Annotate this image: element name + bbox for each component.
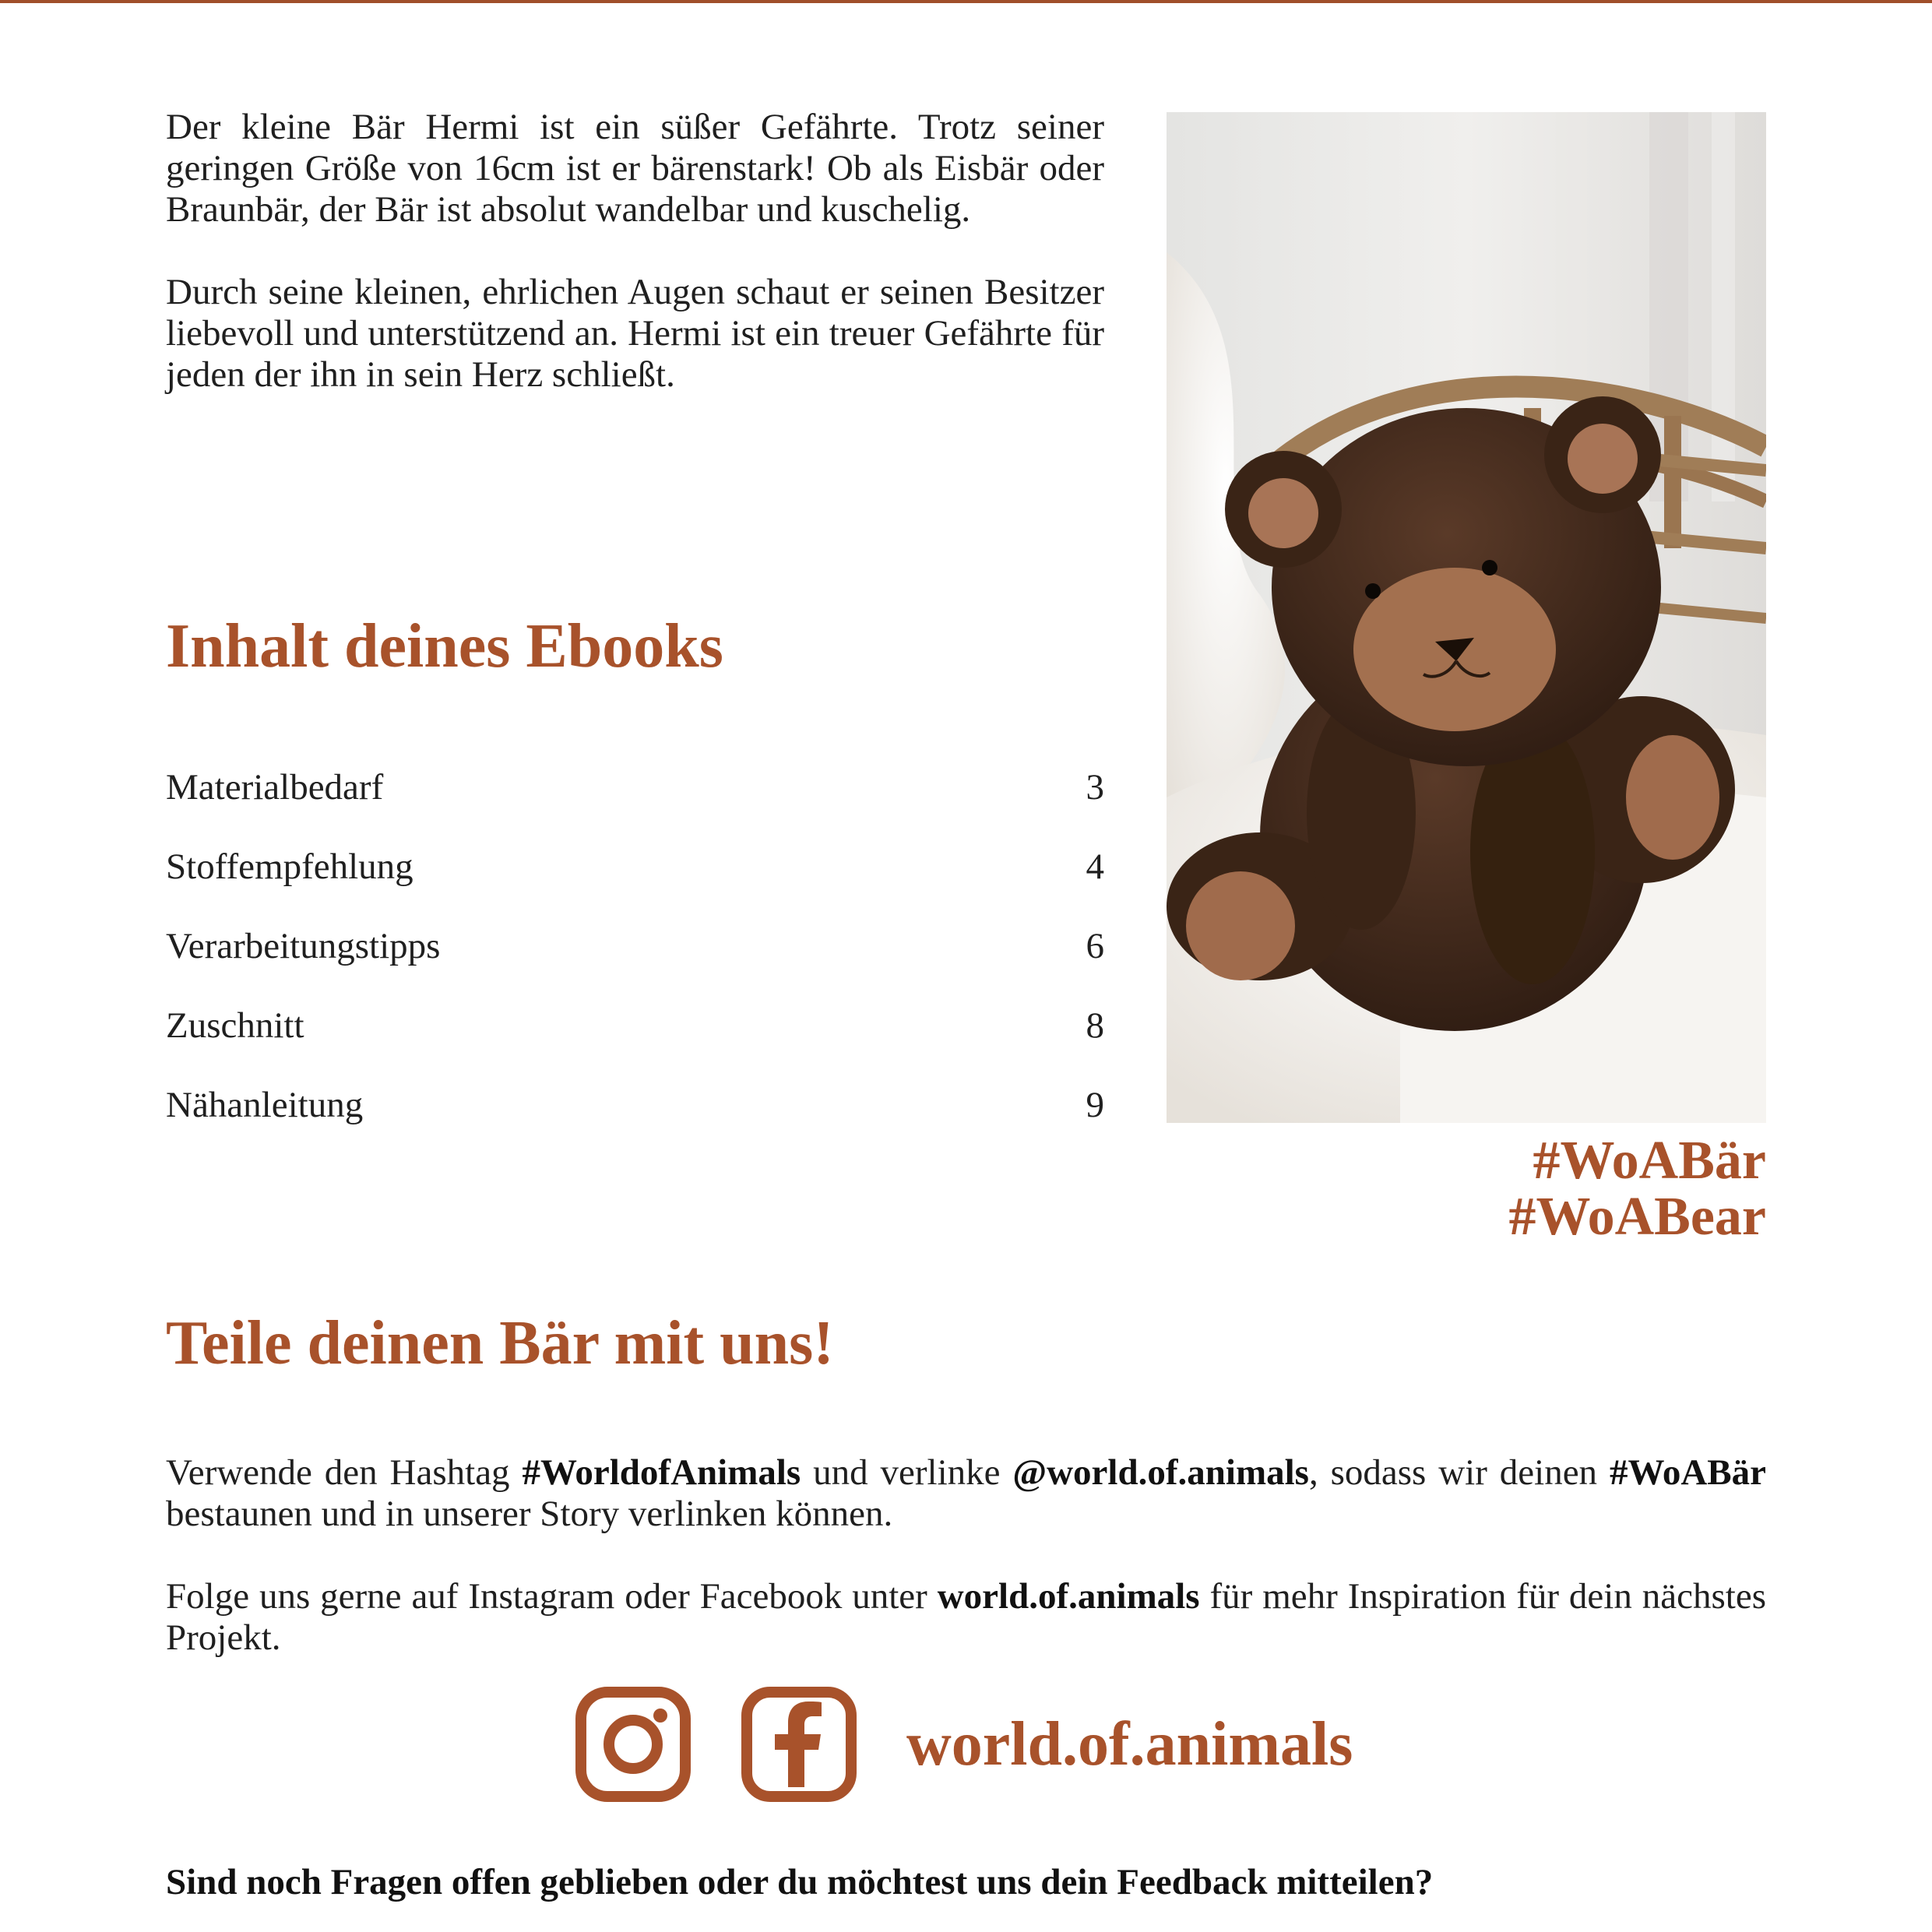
toc-label: Stoffempfehlung	[166, 846, 413, 887]
text-span: , sodass wir deinen	[1308, 1452, 1610, 1493]
share-text	[166, 1452, 1766, 1659]
toc-label: Nähanleitung	[166, 1085, 364, 1125]
text-span: für mehr Inspiration für dein nächstes Projekt.	[166, 1576, 1766, 1658]
instagram-icon[interactable]	[575, 1686, 692, 1803]
toc-label: Verarbeitungstipps	[166, 926, 441, 966]
account-mention: @world.of.animals	[1012, 1452, 1309, 1493]
hashtag-woabear: #WoABear	[1508, 1187, 1766, 1247]
intro-paragraph-2: Durch seine kleinen, ehrlichen Augen schaut er seinen Besitzer liebevoll und unterstützend an. Hermi ist ein treuer Gefährte für jeden der ihn in sein Herz schließt.	[166, 272, 1104, 395]
hashtag-worldofanimals: #WorldofAnimals	[522, 1452, 801, 1493]
teddy-bear-photo	[1167, 112, 1766, 1123]
facebook-icon[interactable]	[741, 1686, 857, 1803]
toc-page: 6	[1086, 926, 1104, 966]
intro-paragraph-1: Der kleine Bär Hermi ist ein süßer Gefährte. Trotz seiner geringen Größe von 16cm ist er bärenstark! Ob als Eisbär oder Braunbär, der Bär ist absolut wandelbar und kuschelig.	[166, 107, 1104, 230]
share-heading: Teile deinen Bär mit uns!	[166, 1309, 834, 1378]
text-span: Folge uns gerne auf Instagram oder Facebook unter	[166, 1576, 938, 1617]
share-paragraph-1	[166, 1452, 1766, 1535]
toc-row[interactable]	[166, 926, 1104, 1005]
toc-page: 3	[1086, 767, 1104, 808]
hashtag-woabaer: #WoABär	[1533, 1131, 1766, 1191]
toc-page: 8	[1086, 1005, 1104, 1046]
toc-row[interactable]	[166, 1005, 1104, 1085]
text-span: bestaunen und in unserer Story verlinken können.	[166, 1494, 893, 1534]
toc-page: 9	[1086, 1085, 1104, 1125]
toc-row[interactable]	[166, 1085, 1104, 1164]
account-name: world.of.animals	[937, 1576, 1200, 1617]
toc-page: 4	[1086, 846, 1104, 887]
hashtags	[1508, 1133, 1766, 1245]
hashtag-woabaer-inline: #WoABär	[1609, 1452, 1767, 1493]
intro-text	[166, 107, 1104, 396]
toc-heading: Inhalt deines Ebooks	[166, 612, 723, 681]
top-rule	[0, 0, 1932, 3]
feedback-question: Sind noch Fragen offen geblieben oder du möchtest uns dein Feedback mitteilen?	[166, 1862, 1434, 1902]
toc-label: Zuschnitt	[166, 1005, 304, 1046]
text-span: Verwende den Hashtag	[166, 1452, 523, 1493]
toc-row[interactable]	[166, 767, 1104, 846]
table-of-contents	[166, 767, 1104, 1164]
social-handle[interactable]: world.of.animals	[906, 1710, 1353, 1779]
toc-row[interactable]	[166, 846, 1104, 926]
teddy-bear-illustration	[1167, 112, 1766, 1123]
share-paragraph-2	[166, 1576, 1766, 1659]
social-links	[575, 1686, 1353, 1803]
toc-label: Materialbedarf	[166, 767, 384, 808]
text-span: und verlinke	[801, 1452, 1013, 1493]
